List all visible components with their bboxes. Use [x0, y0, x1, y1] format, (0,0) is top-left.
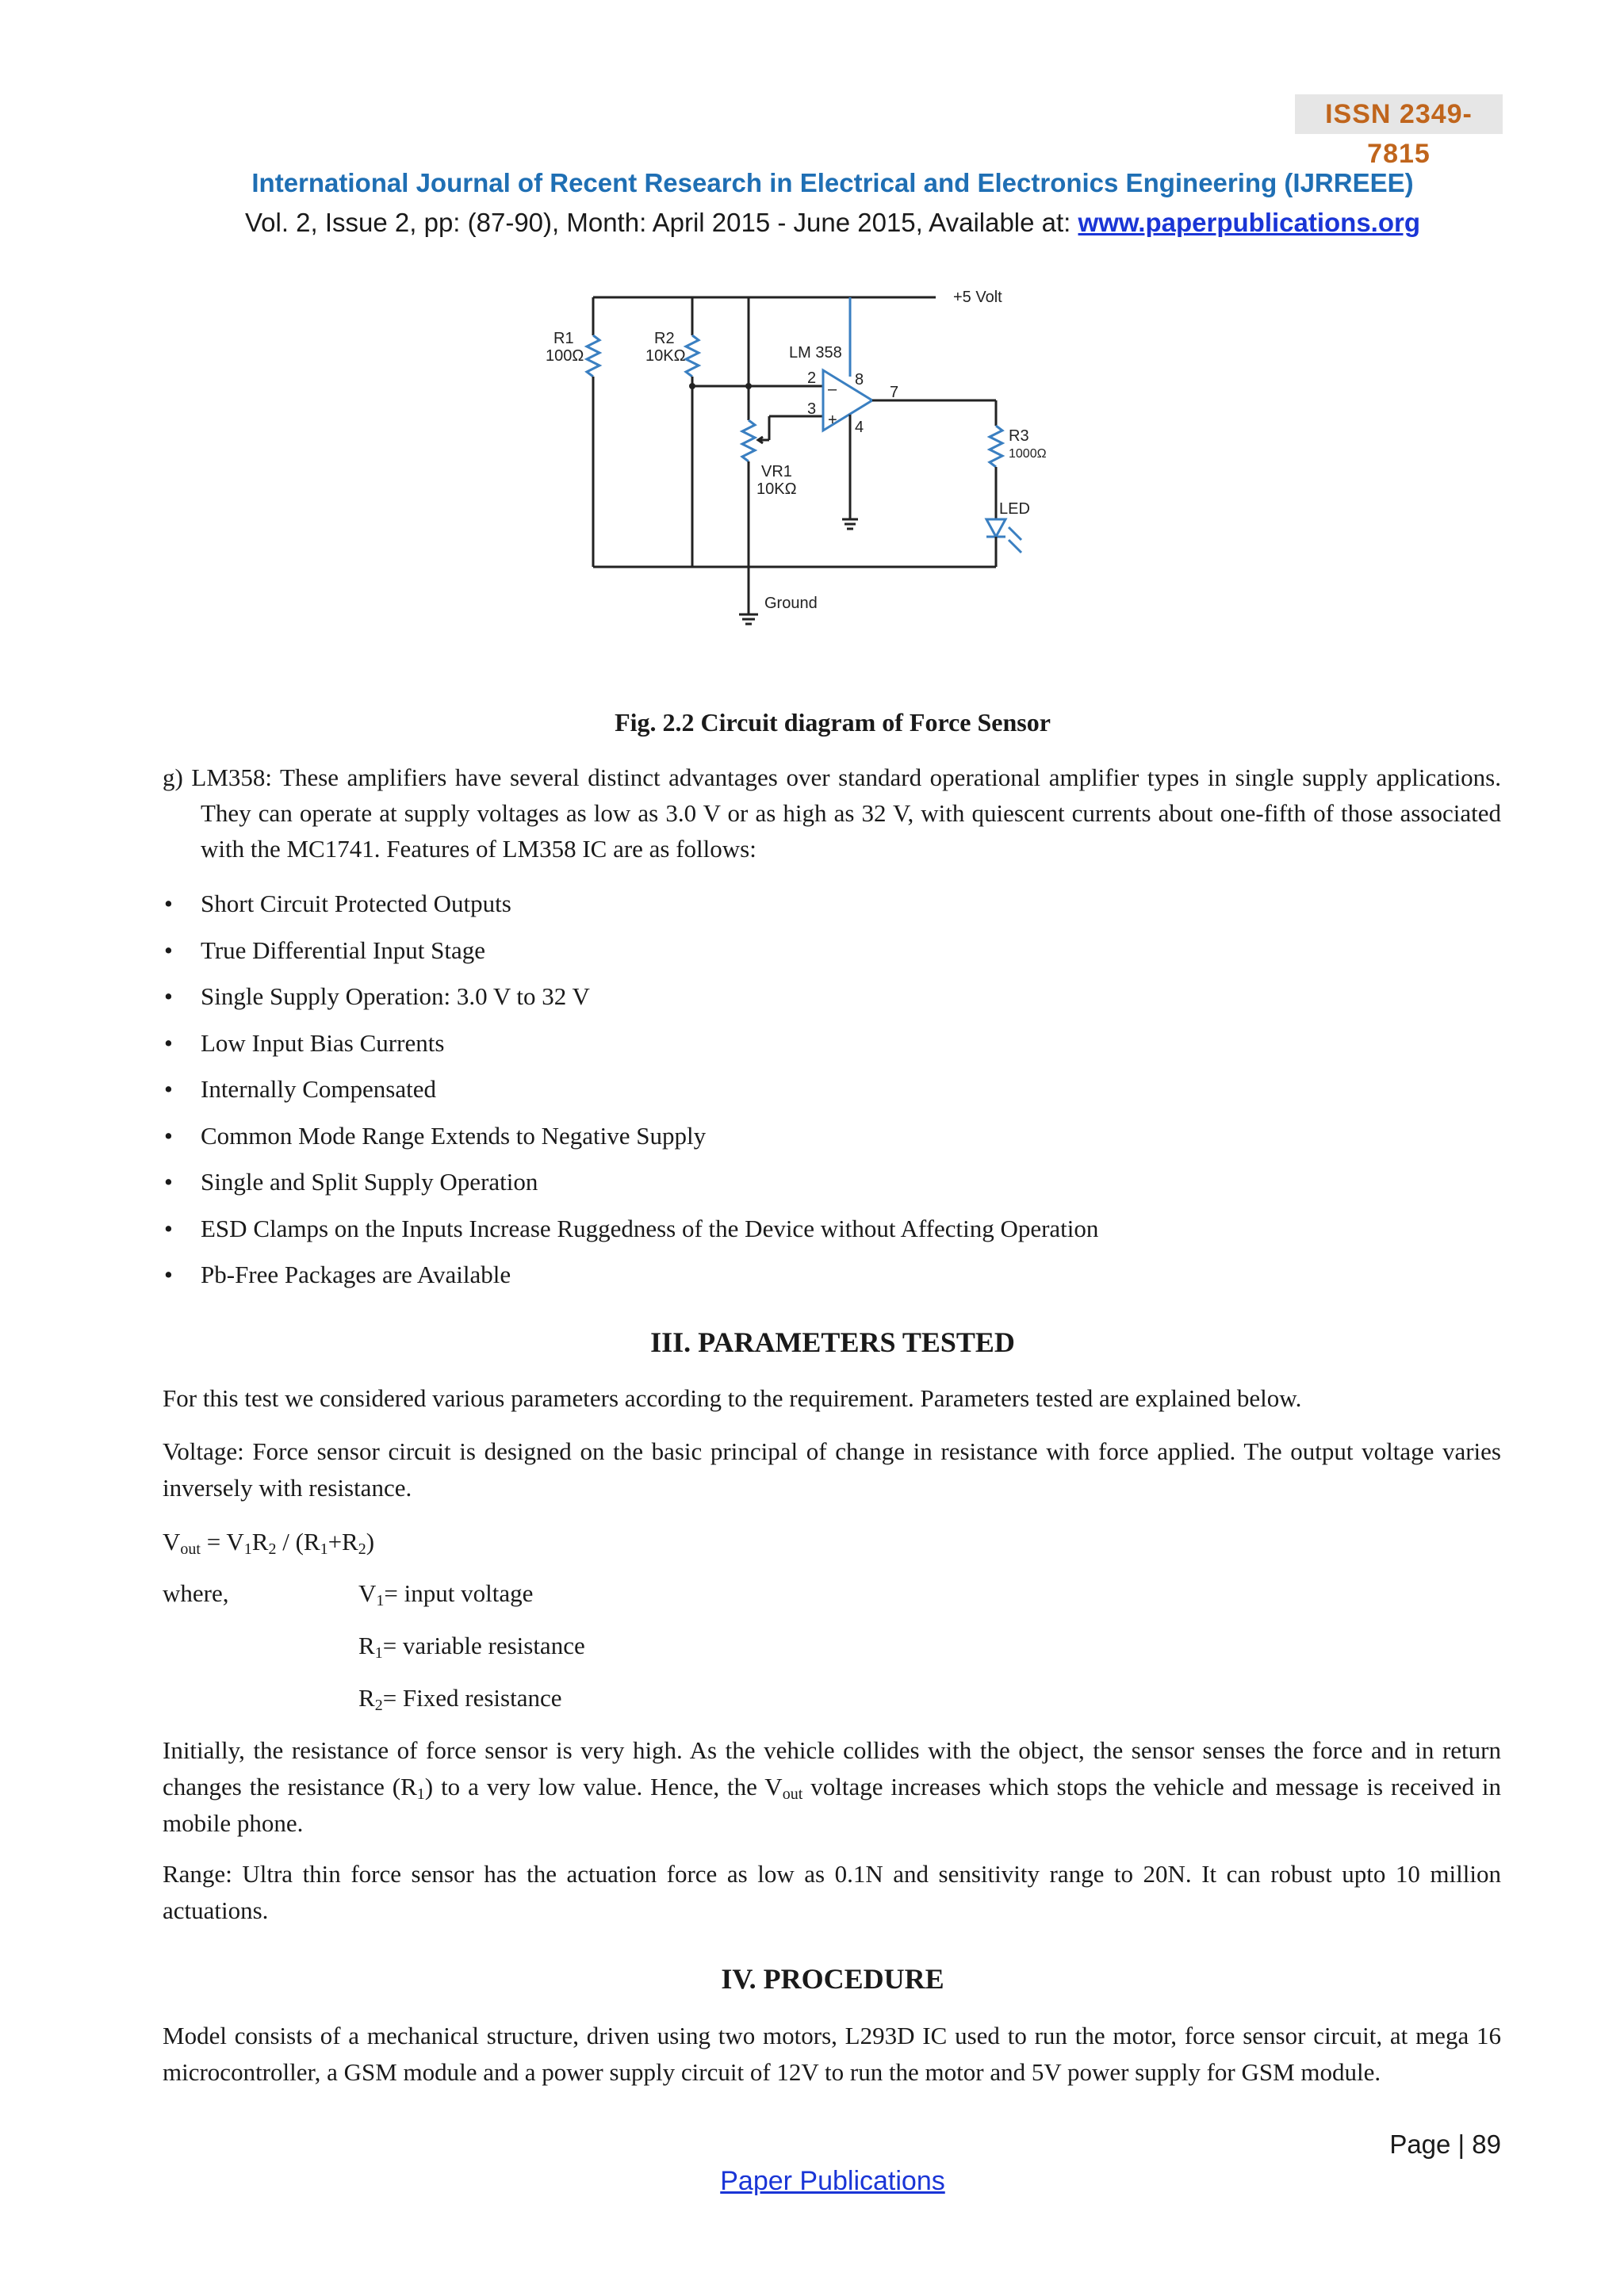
feature-text: Pb-Free Packages are Available [201, 1261, 511, 1288]
feature-text: Single Supply Operation: 3.0 V to 32 V [201, 982, 590, 1010]
feature-text: ESD Clamps on the Inputs Increase Ruggedness of the Device without Affecting Operation [201, 1214, 1099, 1242]
website-link[interactable]: www.paperpublications.org [1078, 208, 1421, 237]
bullet: • [164, 1214, 173, 1242]
label-r2-value: 10KΩ [645, 347, 686, 365]
feature-text: Low Input Bias Currents [201, 1028, 445, 1057]
initially-paragraph: Initially, the resistance of force sensor is very high. As the vehicle collides with the object, the sensor senses the force and in return changes the resistance $(R_1)$ to a very low value. Hence, the $V_{out}$ voltage increases which stops the vehicle and message is received in mobile phone. [163, 1736, 1502, 1837]
list-item [163, 885, 1098, 932]
label-led: LED [999, 500, 1030, 518]
publisher-link[interactable]: Paper Publications [720, 2166, 945, 2196]
label-ic: LM 358 [789, 344, 842, 362]
lm358-paragraph: g) LM358: These amplifiers have several distinct advantages over standard operational amplifier types in single supply applications. They can operate at supply voltages as low as 3.0 V or as high as 32 V, with quiescent currents about one-fifth of those associated with the MC1741. Features of LM358 IC are as follows: [163, 763, 1501, 863]
label-vr1: VR1 [761, 463, 792, 480]
label-pin8: 8 [855, 371, 864, 388]
list-item [163, 1117, 1098, 1164]
section-3-intro: For this test we considered various parameters according to the requirement. Parameters tested are explained below. [163, 1384, 1302, 1412]
feature-text: Internally Compensated [201, 1075, 436, 1103]
label-r1-value: 100Ω [546, 347, 584, 365]
voltage-paragraph: Voltage: Force sensor circuit is designed on the basic principal of change in resistance with force applied. The output voltage varies inversely with resistance. [163, 1437, 1501, 1502]
label-pin2: 2 [807, 369, 817, 387]
bullet: • [164, 1028, 173, 1057]
section-3-heading: III. PARAMETERS TESTED [650, 1326, 1015, 1358]
definition-item: $R_2=$ Fixed resistance [358, 1684, 562, 1714]
label-supply: +5 Volt [953, 289, 1002, 306]
feature-text: Short Circuit Protected Outputs [201, 890, 511, 917]
journal-title: International Journal of Recent Research in Electrical and Electronics Engineering (IJRREEE) [251, 168, 1414, 197]
definition-item: $R_1=$ variable resistance [358, 1632, 585, 1662]
feature-text: True Differential Input Stage [201, 936, 486, 964]
list-item [163, 932, 1098, 978]
procedure-paragraph: Model consists of a mechanical structure, driven using two motors, L293D IC used to run the motor, force sensor circuit, at mega 16 microcontroller, a GSM module and a power supply circuit of 12V to run the motor and 5V power supply for GSM module. [163, 2022, 1501, 2086]
label-r3-value: 1000Ω [1009, 447, 1047, 461]
label-r2: R2 [654, 330, 675, 347]
label-pin3: 3 [807, 400, 817, 418]
label-r1: R1 [553, 330, 574, 347]
issue-details: Vol. 2, Issue 2, pp: (87-90), Month: April 2015 - June 2015, Available at: [244, 208, 1078, 237]
label-vr1-value: 10KΩ [756, 480, 797, 498]
list-item [163, 1024, 1098, 1071]
bullet: • [164, 1261, 173, 1288]
list-item [163, 1210, 1098, 1257]
page-number: Page | 89 [1389, 2130, 1501, 2159]
list-item [163, 1070, 1098, 1117]
list-item [163, 978, 1098, 1024]
feature-text: Common Mode Range Extends to Negative Supply [201, 1121, 707, 1150]
features-list [163, 885, 1098, 1303]
where-label: where, [163, 1579, 229, 1607]
issn-badge: ISSN 2349-7815 [1295, 94, 1503, 134]
label-plus: + [828, 411, 837, 429]
list-item [163, 1256, 1098, 1303]
bullet: • [164, 982, 173, 1010]
range-paragraph: Range: Ultra thin force sensor has the actuation force as low as 0.1N and sensitivity range to 20N. It can robust upto 10 million actuations. [163, 1860, 1501, 1924]
bullet: • [164, 1168, 173, 1196]
circuit-diagram [523, 281, 1094, 654]
label-pin7: 7 [890, 384, 899, 401]
section-4-heading: IV. PROCEDURE [721, 1963, 944, 1995]
label-r3: R3 [1009, 427, 1029, 445]
issue-info [0, 208, 1624, 238]
label-pin4: 4 [855, 419, 864, 436]
definition-item: $V_1=$ input voltage [358, 1579, 534, 1609]
label-ground: Ground [764, 595, 818, 612]
feature-text: Single and Split Supply Operation [201, 1168, 538, 1196]
vout-formula: $V_{out} = V_1R_2 / (R_1+R_2)$ [163, 1528, 375, 1558]
figure-caption: Fig. 2.2 Circuit diagram of Force Sensor [615, 708, 1051, 737]
list-item [163, 1163, 1098, 1210]
bullet: • [164, 890, 173, 917]
bullet: • [164, 936, 173, 964]
bullet: • [164, 1075, 173, 1103]
label-minus: – [828, 381, 837, 398]
bullet: • [164, 1121, 173, 1150]
